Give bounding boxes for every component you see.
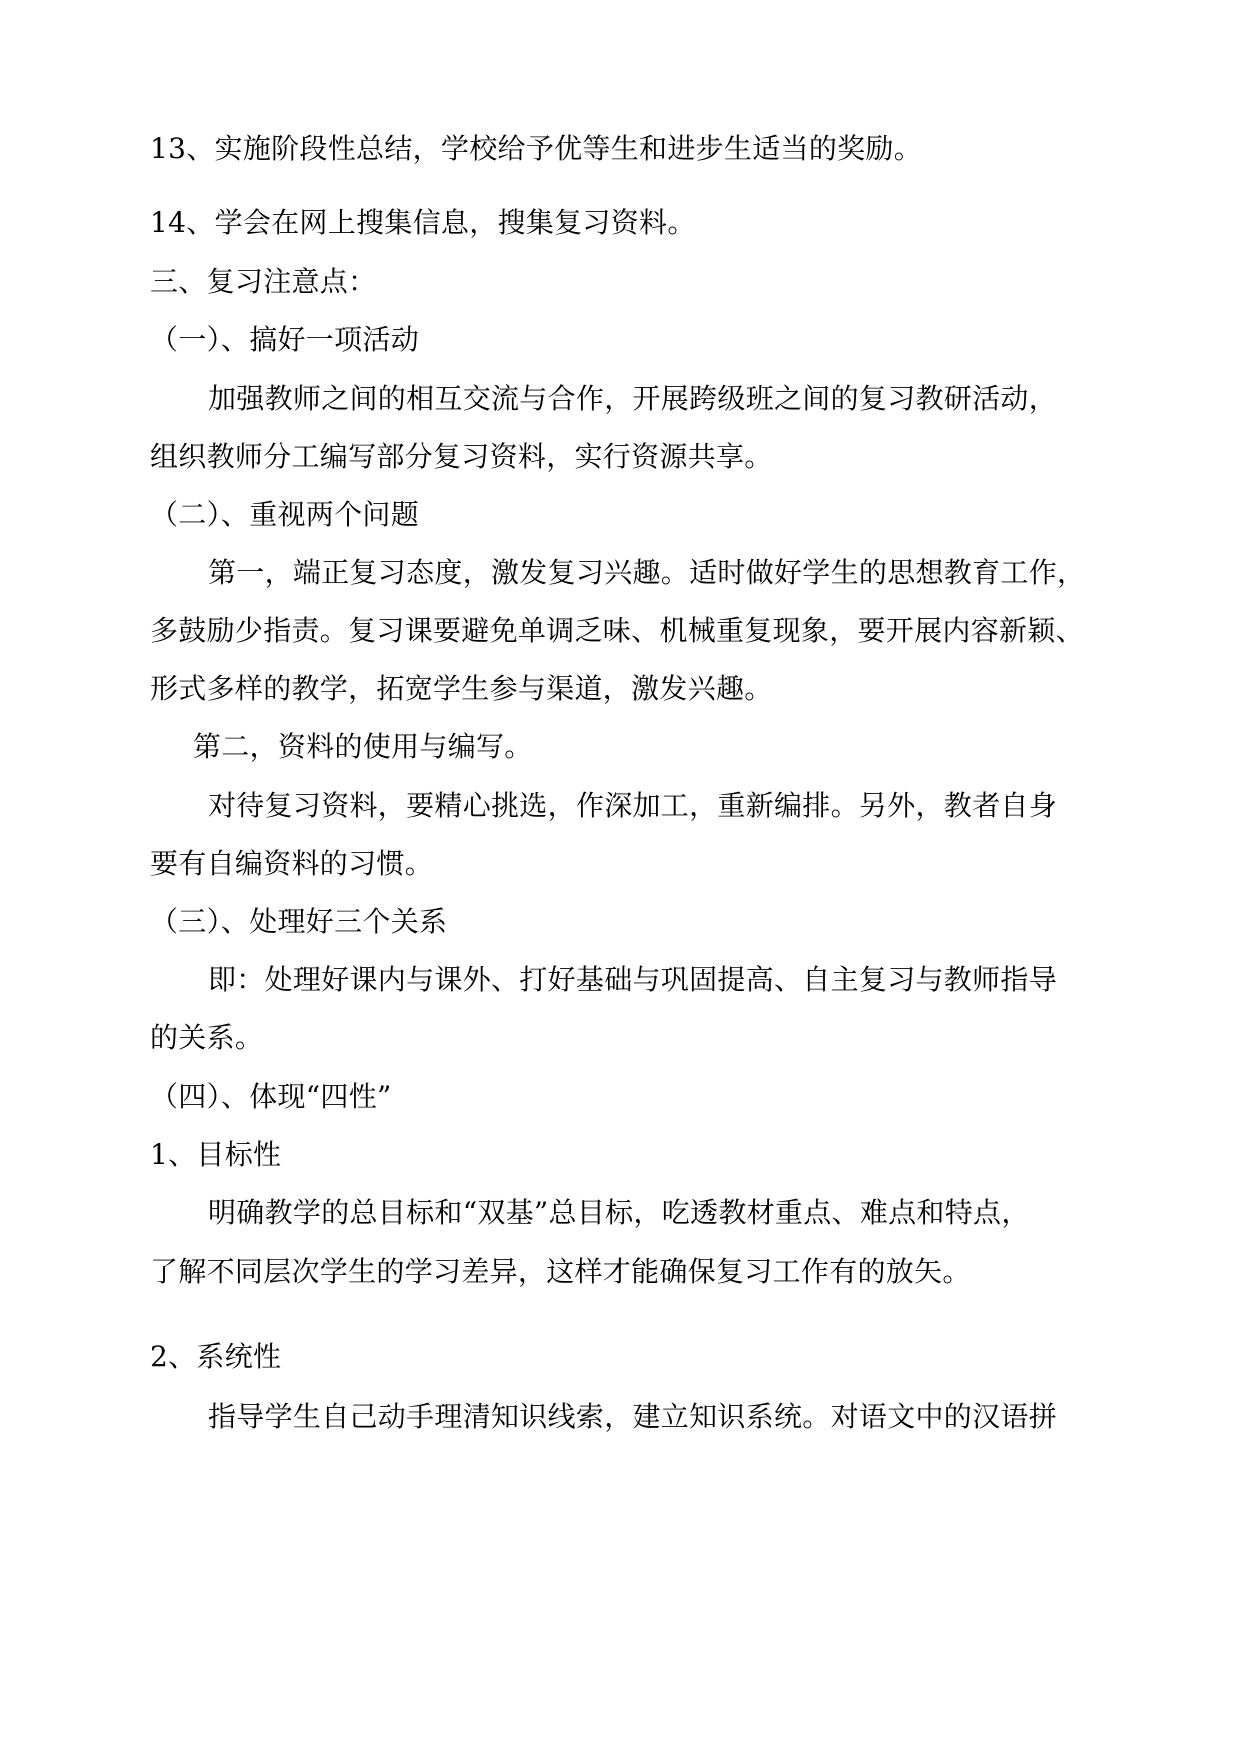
list-item-1: 1、目标性 [150,1138,282,1171]
paragraph-line: 对待复习资料，要精心挑选，作深加工，重新编排。另外，教者自身 [208,789,1058,822]
paragraph-line: 指导学生自己动手理清知识线索，建立知识系统。对语文中的汉语拼 [208,1400,1058,1433]
paragraph-line: 即：处理好课内与课外、打好基础与巩固提高、自主复习与教师指导 [208,963,1058,996]
paragraph-line: 要有自编资料的习惯。 [150,847,434,880]
paragraph-line: 第一，端正复习态度，激发复习兴趣。适时做好学生的思想教育工作， [208,556,1086,589]
subsection-heading-3: （三）、处理好三个关系 [150,905,448,938]
paragraph-line: 多鼓励少指责。复习课要避免单调乏味、机械重复现象，要开展内容新颖、 [150,614,1084,647]
paragraph-line: 加强教师之间的相互交流与合作，开展跨级班之间的复习教研活动， [208,382,1058,415]
list-item-13: 13、实施阶段性总结，学校给予优等生和进步生适当的奖励。 [150,132,923,165]
paragraph-line: 的关系。 [150,1021,264,1054]
paragraph-line: 第二，资料的使用与编写。 [193,730,533,763]
list-item-2: 2、系统性 [150,1340,282,1373]
subsection-heading-2: （二）、重视两个问题 [150,498,420,531]
subsection-heading-1: （一）、搞好一项活动 [150,323,420,356]
list-item-14: 14、学会在网上搜集信息，搜集复习资料。 [150,206,696,239]
subsection-heading-4: （四）、体现“四性” [150,1080,392,1113]
paragraph-line: 了解不同层次学生的学习差异，这样才能确保复习工作有的放矢。 [150,1255,971,1288]
section-heading-3: 三、复习注意点： [150,265,377,298]
paragraph-line: 形式多样的教学，拓宽学生参与渠道，激发兴趣。 [150,672,773,705]
paragraph-line: 组织教师分工编写部分复习资料，实行资源共享。 [150,440,773,473]
paragraph-line: 明确教学的总目标和“双基”总目标，吃透教材重点、难点和特点， [208,1196,1030,1229]
